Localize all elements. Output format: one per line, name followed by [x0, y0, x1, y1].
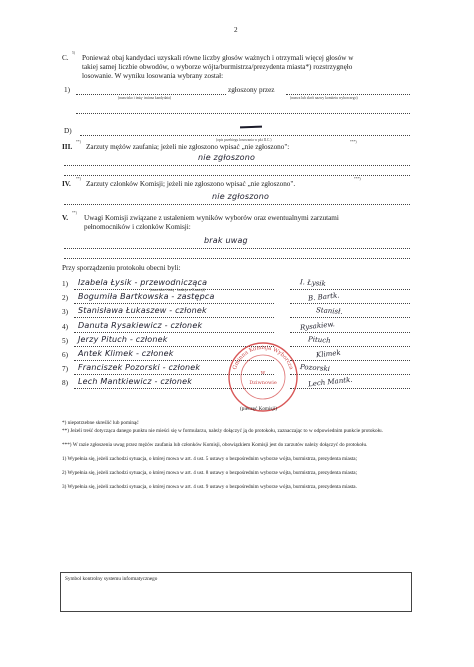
svg-text:w: w [260, 370, 266, 376]
section-iv-text: Zarzuty członków Komisji; jeżeli nie zgłoszono wpisać „nie zgłoszono". [86, 180, 296, 188]
seal-caption: (pieczęć Komisji) [240, 406, 278, 412]
member-name-handwritten: Izabela Łysik - przewodnicząca [78, 278, 208, 287]
member-number: 2) [62, 294, 68, 303]
section-d-label: D) [64, 127, 72, 135]
member-signature-line [290, 360, 410, 361]
member-number: 5) [62, 336, 68, 345]
member-signature: I. Łysik [299, 278, 327, 288]
footnote: 1) Wypełnia się, jeżeli zachodzi sytuacja, o której mowa w art. 4 ust. 5 ustawy o bezpośrednim wyborze wójta, burmistrza, prezydenta miasta; [62, 456, 358, 462]
section-c-line-extra [76, 113, 410, 114]
footnote: **) Jeżeli treść dotycząca danego punktu nie mieści się w formularzu, należy dołączyć ją do protokołu, zaznaczając to w odpowiednim punkcie protokołu. [62, 428, 383, 434]
caption-candidate-name: (nazwisko i imię- imiona kandydata) [118, 96, 171, 100]
svg-text:Dziwnowie: Dziwnowie [249, 380, 277, 386]
member-signature: Stanisł. [315, 306, 343, 317]
member-signature-line [290, 317, 410, 318]
member-name-handwritten: Jerzy Pituch - członek [78, 334, 168, 344]
section-c-label: C. [62, 54, 69, 62]
section-c-line2: takiej samej liczbie obwodów, o wyborze wójta/burmistrza/prezydenta miasta*) rozstrzygnęło [82, 63, 353, 71]
member-name-handwritten: Franciszek Pozorski - członek [78, 363, 201, 373]
footnote: 3) Wypełnia się, jeżeli zachodzi sytuacja, o której mowa w art. 4 ust. 9 ustawy o bezpośrednim wyborze wójta, burmistrza, prezydenta miasta. [62, 484, 357, 490]
section-d-handwritten-dash [240, 126, 262, 128]
member-name-line [74, 317, 274, 318]
section-v-label: V. [62, 214, 69, 222]
section-v-sup: **) [72, 211, 77, 215]
section-iii-line2 [64, 175, 410, 176]
member-signature-line [290, 388, 410, 389]
control-symbol-label: Symbol kontrolny systemu informatycznego [65, 576, 158, 582]
svg-text:Gminna Komisja Wyborcza: Gminna Komisja Wyborcza [232, 344, 294, 371]
section-d-line [80, 135, 410, 136]
member-signature: Pituch [307, 335, 331, 345]
section-iii-label: III. [62, 143, 73, 151]
member-signature-line [290, 303, 410, 304]
member-name-handwritten: Lech Mantkiewicz - członek [78, 377, 193, 387]
control-symbol-box [60, 572, 412, 612]
member-name-line [74, 332, 274, 333]
member-signature: Lech Mantk. [307, 376, 353, 389]
member-signature-line [290, 346, 410, 347]
page-number: 2 [234, 26, 238, 34]
section-iii-sup: **) [76, 140, 81, 144]
member-signature-line [290, 332, 410, 333]
section-iv-handwritten: nie zgłoszono [212, 192, 270, 201]
section-v-line1-dots [64, 248, 410, 249]
caption-section-d: (opis przebiegu losowania w pkt II.C.) [216, 138, 272, 142]
section-c-line3: losowanie. W wyniku losowania wybrany został: [82, 72, 224, 80]
election-commission-stamp [226, 340, 300, 414]
caption-committee: (nazwa lub skrót nazwy komitetu wyborczego) [290, 96, 358, 100]
member-signature: Pozorski [299, 363, 331, 374]
members-intro: Przy sporządzeniu protokołu obecni byli: [62, 264, 181, 272]
section-iii-line1 [64, 165, 410, 166]
member-name-handwritten: Bogumiła Bartkowska - zastępca [78, 292, 215, 302]
section-iv-label: IV. [62, 180, 71, 188]
section-c-line1: Ponieważ obaj kandydaci uzyskali równe liczby głosów ważnych i otrzymali więcej głosów w [82, 54, 354, 62]
member-name-line [74, 303, 274, 304]
member-name-handwritten: Danuta Rysakiewicz - członek [78, 320, 203, 330]
section-c-item1-label: 1) [64, 86, 70, 94]
section-iii-sup-end: ***) [350, 140, 357, 144]
section-iv-sup: **) [76, 177, 81, 181]
section-v-line1: Uwagi Komisji związane z ustaleniem wyników wyborów oraz ewentualnymi zarzutami [84, 214, 339, 222]
section-v-line2: pełnomocników i członków Komisji: [84, 223, 191, 231]
member-signature: B. Bartk. [307, 291, 340, 303]
footnote: 2) Wypełnia się, jeżeli zachodzi sytuacja, o której mowa w art. 4 ust. 8 ustawy o bezpośrednim wyborze wójta, burmistrza, prezydenta miasta; [62, 470, 358, 476]
member-number: 7) [62, 365, 68, 374]
proposed-by-label: zgłoszony przez [228, 86, 275, 94]
section-v-line2-dots [64, 258, 410, 259]
member-name-handwritten: Antek Klimek - członek [78, 349, 174, 358]
footnote: ***) W razie zgłoszenia uwag przez mężów zaufania lub członków Komisji, obowiązkiem Komisji jest do zarzutów należy dołączyć do protokołu. [62, 442, 368, 448]
member-signature: Rysakiew. [299, 319, 336, 332]
candidate-name-line [76, 94, 226, 95]
member-name-handwritten: Stanisława Łukaszew - członek [78, 306, 207, 316]
member-number: 4) [62, 322, 68, 331]
member-number: 3) [62, 308, 68, 317]
section-iii-handwritten: nie zgłoszono [198, 153, 256, 162]
member-signature: Klimek [315, 348, 342, 360]
section-c-sup: 5) [72, 51, 75, 55]
section-iv-sup-end: ***) [354, 177, 361, 181]
member-number: 6) [62, 351, 68, 359]
member-signature-line [290, 289, 410, 290]
footnote: *) niepotrzebne skreślić lub pominąć [62, 420, 139, 426]
members-caption: (nazwisko i imię - funkcja w Komisji) [150, 288, 205, 292]
member-number: 8) [62, 379, 68, 388]
section-iii-text: Zarzuty mężów zaufania; jeżeli nie zgłoszono wpisać „nie zgłoszono": [86, 143, 290, 151]
section-v-handwritten: brak uwag [204, 236, 248, 245]
section-iv-line1 [64, 204, 410, 205]
member-number: 1) [62, 280, 68, 288]
committee-line [286, 94, 410, 95]
